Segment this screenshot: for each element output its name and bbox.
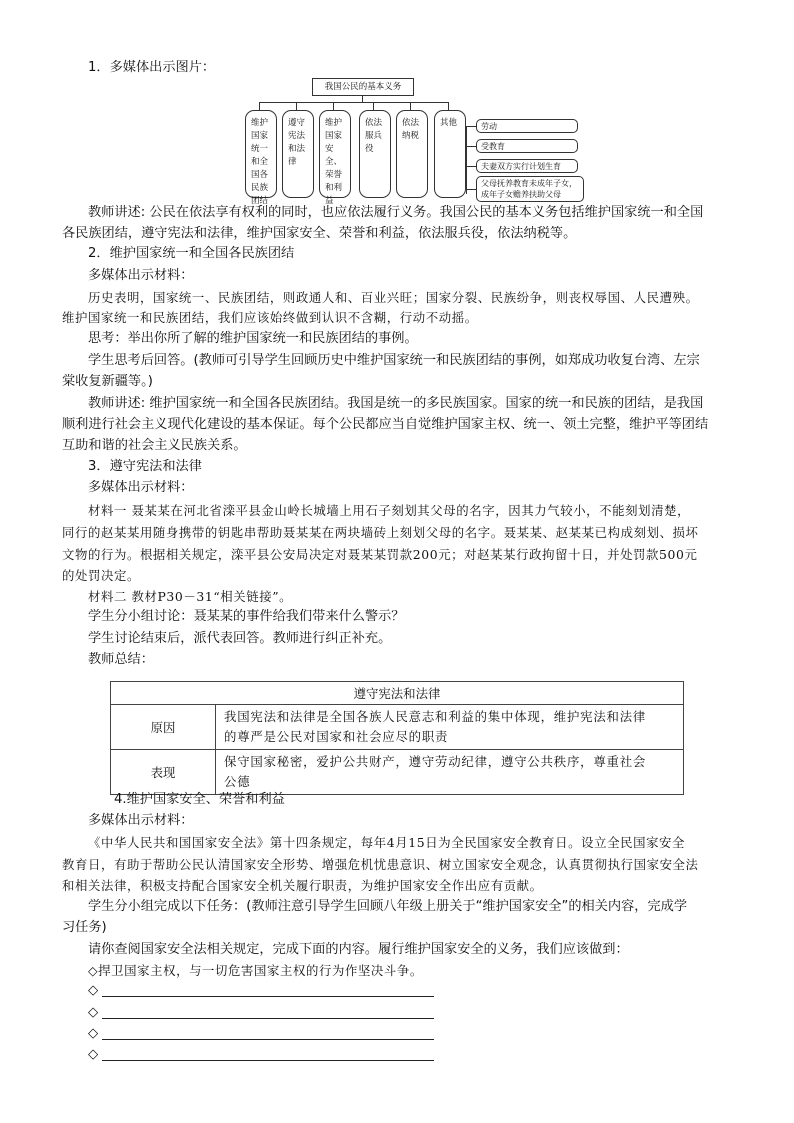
- answer-item-blank[interactable]: ◇: [88, 1047, 99, 1062]
- other-duty-education: 受教育: [476, 139, 578, 153]
- table-header: 遵守宪法和法律: [111, 682, 684, 705]
- teacher-summary-label: 教师总结：: [88, 652, 154, 667]
- answer-blank-line[interactable]: [102, 1018, 434, 1019]
- document-page: 1．多媒体出示图片： 我国公民的基本义务 维护国家统一和全国各民族团结 遵守宪法和法律 维护国家安全、荣誉和利益 依法服兵役 依法纳税 其他 劳动 受教育 夫妻双方实行计划生育 父母抚养教育未成年子女， 成年子女赡养扶助父母 教师讲述: 公民在依法享有权利的同时，也应依法履行义务。我国公民的基本义务包括维护国家统一和全国 各民族团结，遵守宪法和法律，维护国家安全、荣誉和利益，依法服兵役，依法纳税等。 2．维护国家统一和全国各民族团结 多媒体出示材料： 历史表明，国家统一、民族团结，则政通人和、百业兴旺；国家分裂、民族纷争，则丧权辱国、人民遭殃。 维护国家统一和民族团结，我们应该始终做到认识不含糊，行动不动摇。 思考：举出你所了解的维护国家统一和民族团结的事例。 学生思考后回答。(教师可引导学生回顾历史中维护国家统一和民族团结的事例，如郑成功收复台湾、左宗 棠收复新疆等。) 教师讲述: 维护国家统一和全国各民族团结。我国是统一的多民族国家。国家的统一和民族的团结，是我国 顺利进行社会主义现代化建设的基本保证。每个公民都应当自觉维护国家主权、统一、领土完整，维护平等团结 互助和谐的社会主义民族关系。 3．遵守宪法和法律 多媒体出示材料： 材料一 聂某某在河北省滦平县金山岭长城墙上用石子刻划其父母的名字，因其力气较小，不能刻划清楚， 同行的赵某某用随身携带的钥匙串帮助聂某某在两块墙砖上刻划父母的名字。聂某某、赵某某已构成刻划、损坏 文物的行为。根据相关规定，滦平县公安局决定对聂某某罚款200元；对赵某某行政拘留十日，并处罚款500元 的处罚决定。 材料二 教材P30－31“相关链接”。 学生分小组讨论：聂某某的事件给我们带来什么警示？ 学生讨论结束后，派代表回答。教师进行纠正补充。 教师总结： 遵守宪法和法律 原因 我国宪法和法律是全国各族人民意志和利益的集中体现，维护宪法和法律 的尊严是公民对国家和社会应尽的职责 表现 保守国家秘密，爱护公共财产，遵守劳动纪律，遵守公共秩序，尊重社会 公德 4.维护国家安全、荣誉和利益 多媒体出示材料： 《中华人民共和国国家安全法》第十四条规定，每年4月15日为全民国家安全教育日。设立全民国家安全 教育日，有助于帮助公民认清国家安全形势、增强危机忧患意识、树立国家安全观念，认真贯彻执行国家安全法 和相关法律，积极支持配合国家安全机关履行职责，为维护国家安全作出应有贡献。 学生分小组完成以下任务：(教师注意引导学生回顾八年级上册关于“维护国家安全”的相关内容，完成学 习任务) 请你查阅国家安全法相关规定，完成下面的内容。履行维护国家安全的义务，我们应该做到： ◇捍卫国家主权，与一切危害国家主权的行为作坚决斗争。 ◇ ◇ ◇ ◇: [0, 0, 794, 1123]
- table-row: [111, 705, 684, 750]
- answer-blank-line[interactable]: [102, 1039, 434, 1040]
- material-two: 材料二 教材P30－31“相关链接”。: [88, 589, 293, 604]
- group-discussion: 学生分小组讨论：聂某某的事件给我们带来什么警示？: [88, 609, 405, 624]
- answer-item-1: ◇捍卫国家主权，与一切危害国家主权的行为作坚决斗争。: [88, 963, 423, 978]
- law-material: 《中华人民共和国国家安全法》第十四条规定，每年4月15日为全民国家安全教育日。设立全民国家安全: [88, 835, 686, 850]
- duty-box-constitution: 遵守宪法和法律: [282, 110, 314, 198]
- answer-item-blank[interactable]: ◇: [88, 1005, 99, 1020]
- other-duty-labor: 劳动: [476, 119, 578, 133]
- discussion-result: 学生讨论结束后，派代表回答。教师进行纠正补充。: [88, 631, 392, 646]
- duty-box-security: 维护国家安全、荣誉和利益: [319, 110, 351, 198]
- answer-item-blank[interactable]: ◇: [88, 1026, 99, 1041]
- answer-blank-line[interactable]: [102, 996, 434, 997]
- other-duty-family-planning: 夫妻双方实行计划生育: [476, 159, 578, 173]
- answer-item-blank[interactable]: ◇: [88, 983, 99, 998]
- summary-table: [110, 681, 684, 795]
- row-label: 原因: [111, 705, 216, 750]
- section-2-heading: 2．维护国家统一和全国各民族团结: [88, 246, 295, 261]
- material-text: 历史表明，国家统一、民族团结，则政通人和、百业兴旺；国家分裂、民族纷争，则丧权辱国、人民遭殃。: [88, 290, 699, 305]
- row-text: 保守国家秘密，爱护公共财产，遵守劳动纪律，遵守公共秩序，尊重社会 公德: [216, 750, 684, 795]
- row-text: 我国宪法和法律是全国各族人民意志和利益的集中体现，维护宪法和法律 的尊严是公民对国家和社会应尽的职责: [216, 705, 684, 750]
- group-task: 学生分小组完成以下任务：(教师注意引导学生回顾八年级上册关于“维护国家安全”的相关内容，完成学: [88, 899, 688, 914]
- answer-blank-line[interactable]: [102, 1060, 434, 1061]
- section-1-heading: 1．多媒体出示图片：: [88, 60, 216, 75]
- media-label: 多媒体出示材料：: [88, 480, 194, 495]
- row-label: 表现: [111, 750, 216, 795]
- section-4-heading: 4.维护国家安全、荣誉和利益: [114, 792, 285, 807]
- query-instruction: 请你查阅国家安全法相关规定，完成下面的内容。履行维护国家安全的义务，我们应该做到：: [88, 942, 629, 957]
- other-duty-parents: 父母抚养教育未成年子女， 成年子女赡养扶助父母: [476, 176, 584, 202]
- teacher-statement-2: 教师讲述: 维护国家统一和全国各民族团结。我国是统一的多民族国家。国家的统一和民族的团结，是我国: [88, 396, 704, 411]
- duty-box-unity: 维护国家统一和全国各民族团结: [245, 110, 277, 198]
- duty-box-military: 依法服兵役: [359, 110, 391, 198]
- section-3-heading: 3．遵守宪法和法律: [88, 459, 202, 474]
- table-row: [111, 750, 684, 795]
- diagram-title: 我国公民的基本义务: [312, 78, 414, 96]
- duty-box-other: 其他: [434, 110, 466, 198]
- duties-diagram: [242, 76, 587, 204]
- think-question: 思考：举出你所了解的维护国家统一和民族团结的事例。: [88, 331, 418, 346]
- teacher-statement-1: 教师讲述: 公民在依法享有权利的同时，也应依法履行义务。我国公民的基本义务包括维护国家统一和全国: [88, 205, 704, 220]
- media-label: 多媒体出示材料：: [88, 268, 194, 283]
- media-label: 多媒体出示材料：: [88, 813, 194, 828]
- duty-box-tax: 依法纳税: [396, 110, 428, 198]
- material-one: 材料一 聂某某在河北省滦平县金山岭长城墙上用石子刻划其父母的名字，因其力气较小，不能刻划清楚，: [88, 503, 691, 518]
- student-answer: 学生思考后回答。(教师可引导学生回顾历史中维护国家统一和民族团结的事例，如郑成功收复台湾、左宗: [88, 353, 700, 368]
